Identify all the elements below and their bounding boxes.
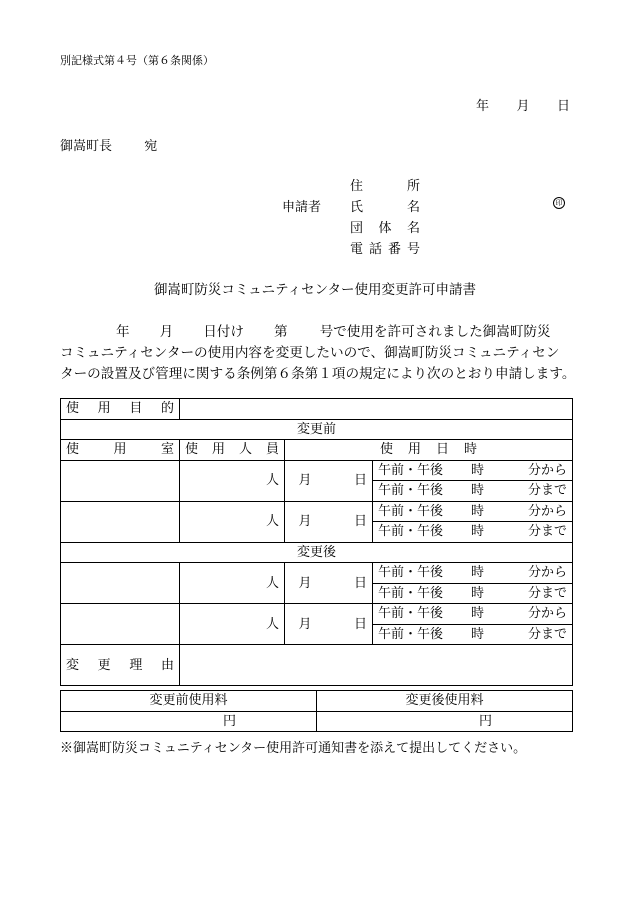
before-row-1 (61, 460, 573, 481)
body-line-1: 年 月 日付け 第 号で使用を許可されました御嵩町防災 (116, 324, 551, 340)
after-row-2 (61, 604, 573, 625)
footnote: ※御嵩町防災コミュニティセンター使用許可通知書を添えて提出してください。 (60, 741, 527, 756)
before-row-2 (61, 501, 573, 522)
date-header (476, 95, 570, 114)
fee-after-value[interactable]: 円 (317, 711, 573, 732)
reason-label: 変 更 理 由 (61, 645, 180, 686)
applicant-field-name: 氏 名 (350, 200, 420, 215)
form-reference: 別記様式第４号（第６条関係） (60, 54, 214, 67)
seal-mark: 印 (553, 197, 565, 209)
date-month: 月 (516, 99, 530, 114)
before-section-label: 変更前 (61, 419, 573, 440)
room-cell[interactable] (61, 563, 180, 604)
date-year: 年 (476, 99, 490, 114)
after-row-1 (61, 563, 573, 584)
time-to-cell[interactable]: 午前・午後 時 分まで (373, 522, 573, 543)
reason-row (61, 645, 573, 686)
header-datetime: 使 用 日 時 (285, 440, 573, 461)
header-room: 使 用 室 (61, 440, 180, 461)
day-cell[interactable]: 日 (317, 460, 373, 501)
time-to-cell[interactable]: 午前・午後 時 分まで (373, 583, 573, 604)
day-cell[interactable]: 日 (317, 604, 373, 645)
time-to-cell[interactable]: 午前・午後 時 分まで (373, 624, 573, 645)
fee-value-row (61, 711, 573, 732)
month-cell[interactable]: 月 (285, 460, 317, 501)
date-day: 日 (556, 99, 570, 114)
room-cell[interactable] (61, 460, 180, 501)
body-line-2: コミュニティセンターの使用内容を変更したいので、御嵩町防災コミュニティセン (60, 345, 560, 361)
fee-after-label: 変更後使用料 (317, 691, 573, 712)
time-from-cell[interactable]: 午前・午後 時 分から (373, 501, 573, 522)
reason-value[interactable] (180, 645, 573, 686)
time-from-cell[interactable]: 午前・午後 時 分から (373, 460, 573, 481)
fee-before-label: 変更前使用料 (61, 691, 317, 712)
fee-header-row (61, 691, 573, 712)
room-cell[interactable] (61, 604, 180, 645)
after-section-row (61, 542, 573, 563)
document-title: 御嵩町防災コミュニティセンター使用変更許可申請書 (153, 282, 477, 298)
applicant-label: 申請者 (282, 200, 322, 215)
before-section-row (61, 419, 573, 440)
purpose-row (61, 399, 573, 420)
month-cell[interactable]: 月 (285, 563, 317, 604)
people-cell[interactable]: 人 (180, 563, 285, 604)
applicant-field-group: 団 体 名 (350, 221, 420, 236)
after-section-label: 変更後 (61, 542, 573, 563)
addressee (60, 135, 157, 154)
time-to-cell[interactable]: 午前・午後 時 分まで (373, 481, 573, 502)
purpose-value[interactable] (180, 399, 573, 420)
addressee-name: 御嵩町長 (60, 139, 113, 154)
people-cell[interactable]: 人 (180, 604, 285, 645)
usage-change-table (60, 398, 573, 686)
month-cell[interactable]: 月 (285, 501, 317, 542)
applicant-field-address: 住 所 (350, 179, 420, 194)
people-cell[interactable]: 人 (180, 501, 285, 542)
header-people: 使 用 人 員 (180, 440, 285, 461)
day-cell[interactable]: 日 (317, 501, 373, 542)
time-from-cell[interactable]: 午前・午後 時 分から (373, 563, 573, 584)
room-cell[interactable] (61, 501, 180, 542)
day-cell[interactable]: 日 (317, 563, 373, 604)
fee-before-value[interactable]: 円 (61, 711, 317, 732)
fee-table (60, 690, 573, 732)
time-from-cell[interactable]: 午前・午後 時 分から (373, 604, 573, 625)
addressee-suffix: 宛 (144, 139, 158, 154)
month-cell[interactable]: 月 (285, 604, 317, 645)
people-cell[interactable]: 人 (180, 460, 285, 501)
applicant-field-phone: 電 話 番 号 (350, 242, 420, 257)
purpose-label: 使 用 目 的 (61, 399, 180, 420)
body-line-3: ターの設置及び管理に関する条例第６条第１項の規定により次のとおり申請します。 (60, 366, 576, 382)
header-row (61, 440, 573, 461)
